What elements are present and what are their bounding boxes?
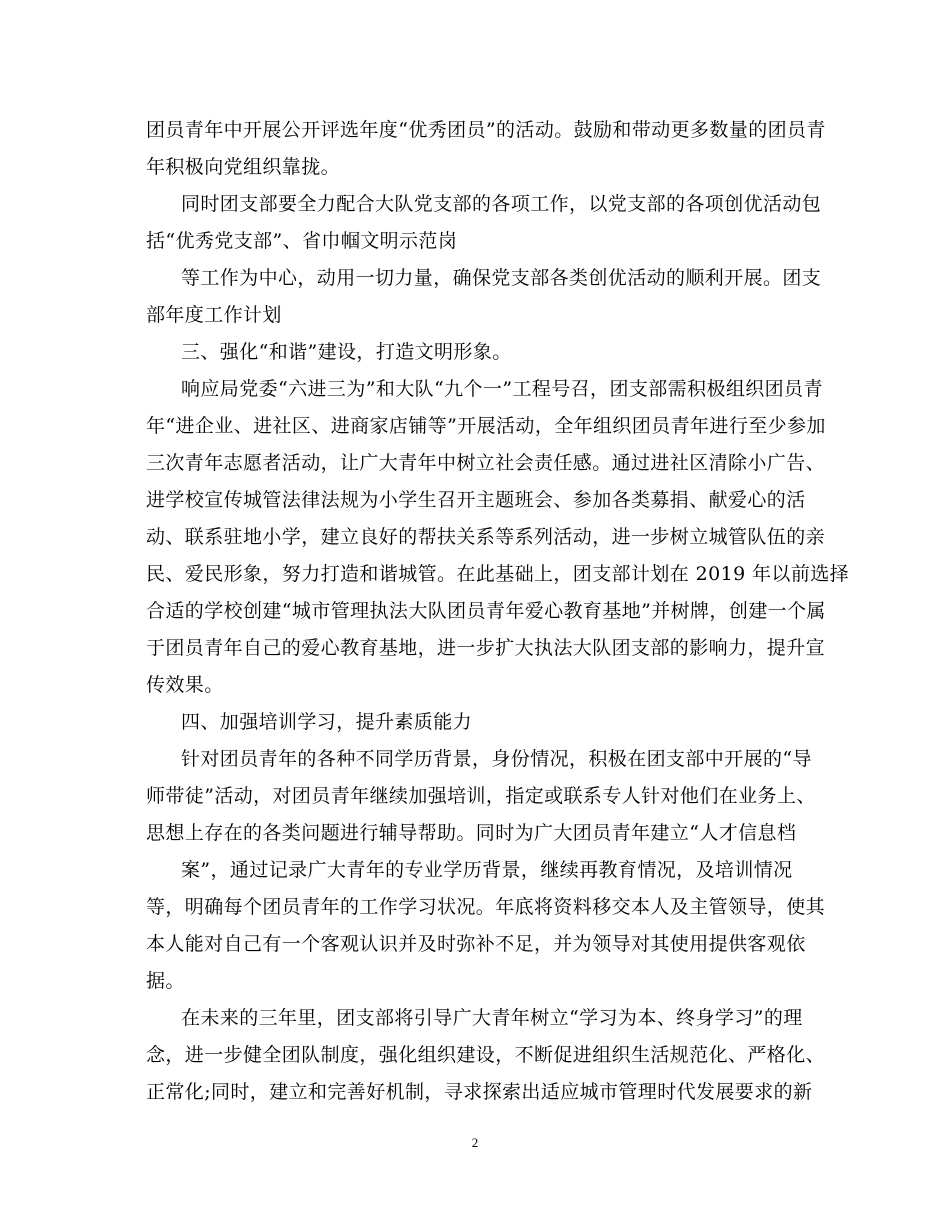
- text-line: 等，明确每个团员青年的工作学习状况。年底将资料移交本人及主管领导，使其: [146, 896, 826, 918]
- text-line: 传效果。: [146, 674, 224, 696]
- text-line: 年“进企业、进社区、进商家店铺等”开展活动，全年组织团员青年进行至少参加: [146, 415, 826, 437]
- text-line: 部年度工作计划: [146, 304, 282, 326]
- text-line: 等工作为中心，动用一切力量，确保党支部各类创优活动的顺利开展。团支: [181, 267, 822, 289]
- text-line: 民、爱民形象，努力打造和谐城管。在此基础上，团支部计划在 2019 年以前选择: [146, 563, 850, 585]
- text-line: 本人能对自己有一个客观认识并及时弥补不足，并为领导对其使用提供客观依: [146, 933, 806, 955]
- text-line: 括“优秀党支部”、省巾帼文明示范岗: [146, 230, 458, 252]
- text-line: 团员青年中开展公开评选年度“优秀团员”的活动。鼓励和带动更多数量的团员青: [146, 119, 826, 141]
- text-line: 响应局党委“六进三为”和大队“九个一”工程号召，团支部需积极组织团员青: [181, 378, 823, 400]
- text-line: 三次青年志愿者活动，让广大青年中树立社会责任感。通过进社区清除小广告、: [146, 452, 826, 474]
- text-line: 案”，通过记录广大青年的专业学历背景，继续再教育情况，及培训情况: [181, 859, 793, 881]
- text-line: 同时团支部要全力配合大队党支部的各项工作，以党支部的各项创优活动包: [181, 193, 822, 215]
- text-line: 针对团员青年的各种不同学历背景，身份情况，积极在团支部中开展的“导: [181, 748, 812, 770]
- text-line: 据。: [146, 970, 185, 992]
- text-line: 年积极向党组织靠拢。: [146, 156, 341, 178]
- text-line: 于团员青年自己的爱心教育基地，进一步扩大执法大队团支部的影响力，提升宣: [146, 637, 826, 659]
- text-line: 正常化;同时，建立和完善好机制，寻求探索出适应城市管理时代发展要求的新: [146, 1081, 813, 1103]
- page-number: 2: [471, 1135, 479, 1150]
- text-line: 师带徒”活动，对团员青年继续加强培训，指定或联系专人针对他们在业务上、: [146, 785, 816, 807]
- text-line: 进学校宣传城管法律法规为小学生召开主题班会、参加各类募捐、献爱心的活: [146, 489, 806, 511]
- section-heading: 三、强化“和谐”建设，打造文明形象。: [181, 341, 512, 363]
- text-line: 合适的学校创建“城市管理执法大队团员青年爱心教育基地”并树牌，创建一个属: [146, 600, 826, 622]
- text-line: 思想上存在的各类问题进行辅导帮助。同时为广大团员青年建立“人才信息档: [146, 822, 797, 844]
- text-line: 在未来的三年里，团支部将引导广大青年树立“学习为本、终身学习”的理: [181, 1007, 803, 1029]
- text-line: 动、联系驻地小学，建立良好的帮扶关系等系列活动，进一步树立城管队伍的亲: [146, 526, 826, 548]
- text-line: 念，进一步健全团队制度，强化组织建设，不断促进组织生活规范化、严格化、: [146, 1044, 826, 1066]
- section-heading: 四、加强培训学习，提升素质能力: [181, 711, 473, 733]
